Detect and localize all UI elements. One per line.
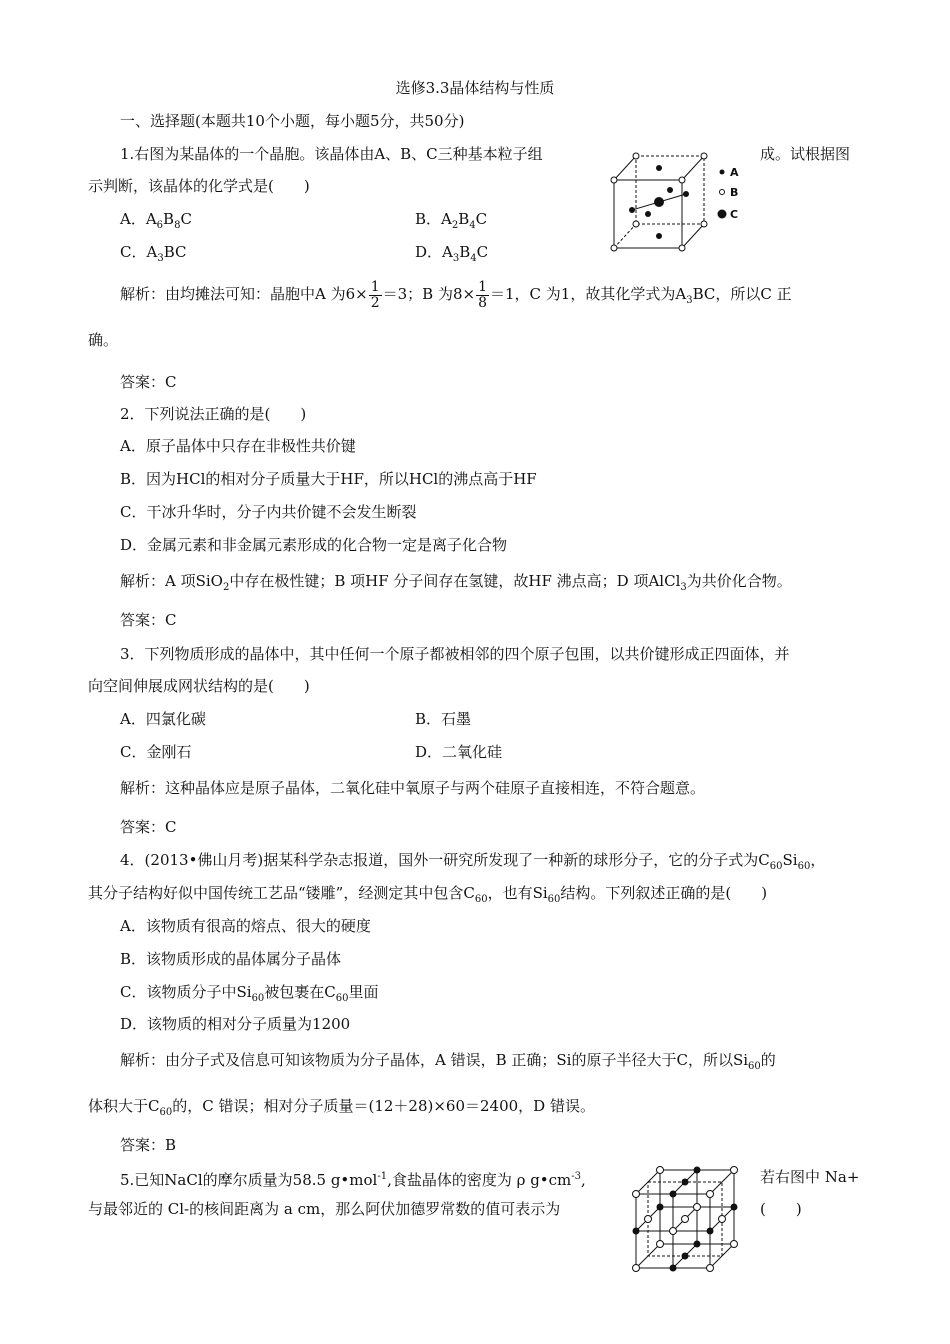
q4-analysis-cont: 体积大于$C_{60}$的，C 错误；相对分子质量＝(12＋28)×60＝2400，D 错误。 xyxy=(88,1097,595,1118)
q5-paren: ( ) xyxy=(760,1200,802,1218)
page-title: 选修3.3晶体结构与性质 xyxy=(395,79,555,97)
q3-option-d: D．二氧化硅 xyxy=(415,743,503,761)
q2-option-a: A．原子晶体中只存在非极性共价键 xyxy=(120,437,356,455)
q4-option-a: A．该物质有很高的熔点、很大的硬度 xyxy=(120,917,371,935)
q5-stem-part2: 若右图中 Na+ xyxy=(760,1168,860,1186)
q2-analysis: 解析：A 项SiO$_2$中存在极性键；B 项HF 分子间存在氢键，故HF 沸点高；D 项AlCl$_3$为共价化合物。 xyxy=(120,572,792,593)
q2-answer: 答案：C xyxy=(120,611,177,629)
nacl-crystal-figure xyxy=(630,1162,745,1274)
q1-analysis-cont: 确。 xyxy=(88,331,119,349)
legend-c: C xyxy=(730,208,739,221)
q5-stem-part3: 与最邻近的 Cl-的核间距离为 a cm，那么阿伏加德罗常数的值可表示为 xyxy=(88,1200,561,1218)
q1-stem-part2: 成。试根据图 xyxy=(760,145,851,163)
q2-option-c: C．干冰升华时，分子内共价键不会发生断裂 xyxy=(120,503,417,521)
q3-answer: 答案：C xyxy=(120,818,177,836)
q2-stem: 2．下列说法正确的是( ) xyxy=(120,405,307,423)
q1-stem-part3: 示判断，该晶体的化学式是( ) xyxy=(88,177,310,195)
q4-answer: 答案：B xyxy=(120,1136,177,1154)
q1-option-d: D．$A_3B_4C$ xyxy=(415,243,489,264)
q3-stem-line1: 3．下列物质形成的晶体中，其中任何一个原子都被相邻的四个原子包围，以共价键形成正四面体，并 xyxy=(120,645,790,663)
q4-option-d: D．该物质的相对分子质量为1200 xyxy=(120,1015,351,1033)
q4-stem-line1: 4．(2013•佛山月考)据某科学杂志报道，国外一研究所发现了一种新的球形分子，它的分子式为$C_{60}Si_{60}$， xyxy=(120,851,826,872)
q4-option-c: C．该物质分子中$Si_{60}$被包裹在$C_{60}$里面 xyxy=(120,983,379,1004)
q1-stem-part1: 1.右图为某晶体的一个晶胞。该晶体由A、B、C三种基本粒子组 xyxy=(120,145,543,163)
q4-option-b: B．该物质形成的晶体属分子晶体 xyxy=(120,950,342,968)
q2-option-b: B．因为HCl的相对分子质量大于HF，所以HCl的沸点高于HF xyxy=(120,470,537,488)
q1-option-c: C．$A_3BC$ xyxy=(120,243,187,264)
q1-answer: 答案：C xyxy=(120,373,177,391)
q4-analysis: 解析：由分子式及信息可知该物质为分子晶体，A 错误，B 正确；Si的原子半径大于C，所以$Si_{60}$的 xyxy=(120,1051,776,1072)
section-heading: 一、选择题(本题共10个小题，每小题5分，共50分) xyxy=(120,112,465,130)
q5-stem-part1: 5.已知NaCl的摩尔质量为58.5 g•mol$^{-1}$,食盐晶体的密度为 ρ $g•cm^{-3}$, xyxy=(120,1171,586,1189)
q3-stem-line2: 向空间伸展成网状结构的是( ) xyxy=(88,677,310,695)
q1-option-b: B．$A_2B_4C$ xyxy=(415,210,488,231)
q3-option-b: B．石墨 xyxy=(415,710,472,728)
legend-b: B xyxy=(730,186,739,199)
q1-option-a: A．$A_6B_8C$ xyxy=(120,210,192,231)
crystal-cell-figure-1 xyxy=(608,148,748,256)
q3-analysis: 解析：这种晶体应是原子晶体，二氧化硅中氧原子与两个硅原子直接相连，不符合题意。 xyxy=(120,779,706,797)
legend-a: A xyxy=(730,166,739,179)
q2-option-d: D．金属元素和非金属元素形成的化合物一定是离子化合物 xyxy=(120,536,508,554)
q4-stem-line2: 其分子结构好似中国传统工艺品“镂雕”，经测定其中包含$C_{60}$，也有$Si_{60}$结构。下列叙述正确的是( ) xyxy=(88,884,768,905)
q1-analysis: 解析：由均摊法可知：晶胞中A 为6× $\frac{1}{2}$ ＝3；B 为8× $\frac{1}{8}$ ＝1，C 为1，故其化学式为$A_3BC$，所以C 正 xyxy=(120,278,792,311)
q3-option-a: A．四氯化碳 xyxy=(120,710,206,728)
q3-option-c: C．金刚石 xyxy=(120,743,192,761)
